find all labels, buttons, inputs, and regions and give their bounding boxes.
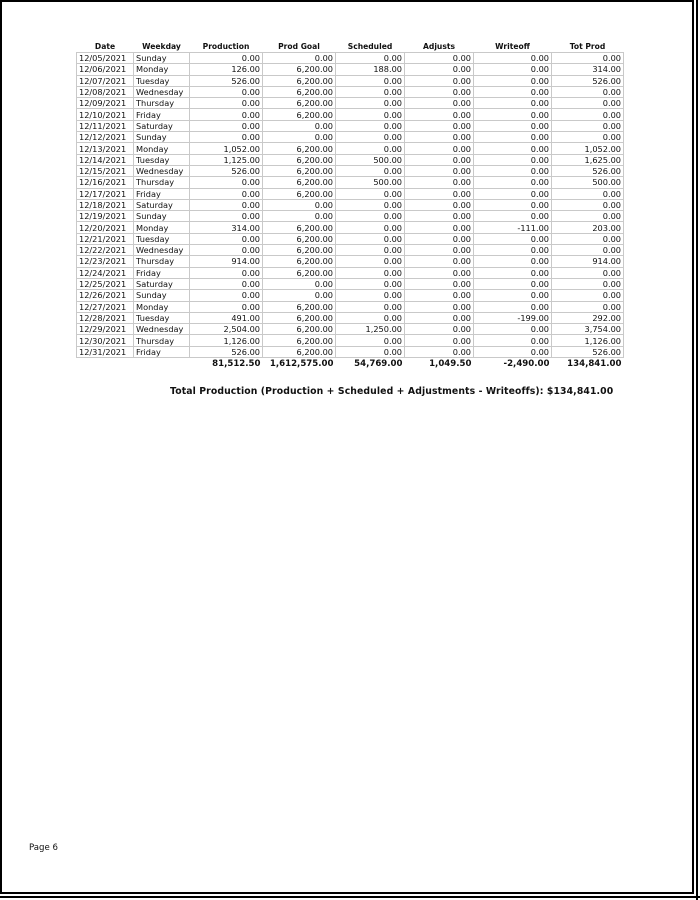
cell-tot-prod: 0.00: [552, 86, 624, 97]
cell-adjusts: 0.00: [405, 64, 474, 75]
table-row: [77, 222, 624, 233]
cell-writeoff: 0.00: [474, 143, 552, 154]
table-row: [77, 64, 624, 75]
table-row: [77, 324, 624, 335]
cell-prod-goal: 0.00: [263, 199, 336, 210]
cell-adjusts: 0.00: [405, 290, 474, 301]
cell-date: 12/27/2021: [77, 301, 134, 312]
table-row: [77, 143, 624, 154]
cell-scheduled: 0.00: [336, 188, 405, 199]
cell-writeoff: 0.00: [474, 165, 552, 176]
cell-production: 0.00: [190, 132, 263, 143]
cell-date: 12/17/2021: [77, 188, 134, 199]
cell-date: 12/12/2021: [77, 132, 134, 143]
cell-prod-goal: 0.00: [263, 211, 336, 222]
cell-date: 12/30/2021: [77, 335, 134, 346]
cell-prod-goal: 6,200.00: [263, 109, 336, 120]
cell-weekday: Sunday: [134, 132, 190, 143]
cell-date: 12/11/2021: [77, 120, 134, 131]
cell-scheduled: 0.00: [336, 222, 405, 233]
cell-adjusts: 0.00: [405, 143, 474, 154]
cell-scheduled: 0.00: [336, 75, 405, 86]
table-row: [77, 267, 624, 278]
cell-date: 12/21/2021: [77, 233, 134, 244]
cell-weekday: Wednesday: [134, 165, 190, 176]
cell-adjusts: 0.00: [405, 154, 474, 165]
table-header-row: [77, 41, 624, 53]
table-row: [77, 53, 624, 64]
cell-writeoff: 0.00: [474, 267, 552, 278]
cell-weekday: Sunday: [134, 211, 190, 222]
cell-scheduled: 188.00: [336, 64, 405, 75]
cell-tot-prod: 3,754.00: [552, 324, 624, 335]
table-row: [77, 109, 624, 120]
cell-prod-goal: 6,200.00: [263, 267, 336, 278]
cell-production: 0.00: [190, 267, 263, 278]
cell-date: 12/14/2021: [77, 154, 134, 165]
cell-date: 12/20/2021: [77, 222, 134, 233]
cell-production: 1,125.00: [190, 154, 263, 165]
cell-scheduled: 0.00: [336, 290, 405, 301]
cell-weekday: Friday: [134, 109, 190, 120]
table-row: [77, 346, 624, 357]
cell-adjusts: 0.00: [405, 199, 474, 210]
cell-production: 2,504.00: [190, 324, 263, 335]
cell-tot-prod: 0.00: [552, 132, 624, 143]
cell-weekday: Wednesday: [134, 86, 190, 97]
cell-adjusts: 0.00: [405, 278, 474, 289]
column-header-adjusts: Adjusts: [423, 42, 455, 51]
total-writeoff: -2,490.00: [503, 359, 550, 370]
cell-scheduled: 0.00: [336, 109, 405, 120]
cell-prod-goal: 6,200.00: [263, 346, 336, 357]
cell-prod-goal: 6,200.00: [263, 64, 336, 75]
cell-adjusts: 0.00: [405, 75, 474, 86]
production-table: [76, 41, 624, 370]
table-row: [77, 154, 624, 165]
cell-scheduled: 0.00: [336, 143, 405, 154]
cell-scheduled: 0.00: [336, 132, 405, 143]
cell-adjusts: 0.00: [405, 132, 474, 143]
cell-production: 0.00: [190, 177, 263, 188]
cell-tot-prod: 314.00: [552, 64, 624, 75]
total-date: [77, 358, 134, 371]
cell-scheduled: 0.00: [336, 199, 405, 210]
cell-scheduled: 0.00: [336, 98, 405, 109]
page-shadow-bottom: [0, 896, 700, 898]
cell-writeoff: 0.00: [474, 120, 552, 131]
cell-date: 12/26/2021: [77, 290, 134, 301]
cell-writeoff: 0.00: [474, 301, 552, 312]
cell-tot-prod: 0.00: [552, 211, 624, 222]
cell-writeoff: 0.00: [474, 245, 552, 256]
cell-weekday: Thursday: [134, 256, 190, 267]
cell-tot-prod: 1,126.00: [552, 335, 624, 346]
cell-tot-prod: 526.00: [552, 165, 624, 176]
cell-tot-prod: 0.00: [552, 120, 624, 131]
cell-writeoff: 0.00: [474, 188, 552, 199]
cell-tot-prod: 0.00: [552, 233, 624, 244]
cell-production: 0.00: [190, 290, 263, 301]
cell-prod-goal: 6,200.00: [263, 86, 336, 97]
cell-production: 526.00: [190, 75, 263, 86]
cell-prod-goal: 6,200.00: [263, 98, 336, 109]
cell-production: 526.00: [190, 346, 263, 357]
cell-date: 12/24/2021: [77, 267, 134, 278]
cell-date: 12/08/2021: [77, 86, 134, 97]
cell-weekday: Thursday: [134, 335, 190, 346]
cell-date: 12/10/2021: [77, 109, 134, 120]
cell-scheduled: 0.00: [336, 335, 405, 346]
cell-production: 0.00: [190, 211, 263, 222]
cell-writeoff: 0.00: [474, 109, 552, 120]
cell-writeoff: 0.00: [474, 278, 552, 289]
cell-adjusts: 0.00: [405, 301, 474, 312]
cell-tot-prod: 0.00: [552, 301, 624, 312]
cell-date: 12/05/2021: [77, 53, 134, 64]
table-row: [77, 290, 624, 301]
cell-writeoff: 0.00: [474, 256, 552, 267]
total-production: 81,512.50: [212, 359, 261, 370]
cell-weekday: Friday: [134, 346, 190, 357]
cell-date: 12/18/2021: [77, 199, 134, 210]
cell-adjusts: 0.00: [405, 312, 474, 323]
cell-tot-prod: 0.00: [552, 278, 624, 289]
table-row: [77, 120, 624, 131]
cell-scheduled: 0.00: [336, 312, 405, 323]
totals-row: [77, 358, 624, 371]
cell-prod-goal: 6,200.00: [263, 177, 336, 188]
table-row: [77, 278, 624, 289]
cell-adjusts: 0.00: [405, 53, 474, 64]
cell-adjusts: 0.00: [405, 109, 474, 120]
table-row: [77, 301, 624, 312]
cell-production: 1,126.00: [190, 335, 263, 346]
column-header-scheduled: Scheduled: [347, 42, 393, 51]
cell-adjusts: 0.00: [405, 177, 474, 188]
total-production-summary: [170, 386, 613, 397]
cell-weekday: Tuesday: [134, 233, 190, 244]
cell-writeoff: 0.00: [474, 154, 552, 165]
cell-tot-prod: 0.00: [552, 267, 624, 278]
cell-scheduled: 0.00: [336, 346, 405, 357]
page-shadow-right: [696, 0, 698, 900]
cell-tot-prod: 0.00: [552, 245, 624, 256]
cell-scheduled: 500.00: [336, 177, 405, 188]
cell-tot-prod: 526.00: [552, 75, 624, 86]
cell-tot-prod: 1,052.00: [552, 143, 624, 154]
cell-production: 314.00: [190, 222, 263, 233]
cell-tot-prod: 0.00: [552, 53, 624, 64]
cell-writeoff: 0.00: [474, 324, 552, 335]
cell-weekday: Monday: [134, 222, 190, 233]
cell-adjusts: 0.00: [405, 222, 474, 233]
cell-date: 12/31/2021: [77, 346, 134, 357]
cell-weekday: Wednesday: [134, 324, 190, 335]
table-row: [77, 188, 624, 199]
cell-production: 0.00: [190, 188, 263, 199]
cell-production: 0.00: [190, 245, 263, 256]
cell-writeoff: 0.00: [474, 98, 552, 109]
cell-scheduled: 0.00: [336, 233, 405, 244]
cell-adjusts: 0.00: [405, 324, 474, 335]
cell-date: 12/28/2021: [77, 312, 134, 323]
cell-prod-goal: 6,200.00: [263, 233, 336, 244]
cell-adjusts: 0.00: [405, 233, 474, 244]
cell-adjusts: 0.00: [405, 165, 474, 176]
cell-writeoff: 0.00: [474, 132, 552, 143]
column-header-tot-prod: Tot Prod: [569, 42, 606, 51]
cell-prod-goal: 6,200.00: [263, 256, 336, 267]
cell-scheduled: 0.00: [336, 211, 405, 222]
cell-prod-goal: 0.00: [263, 120, 336, 131]
cell-tot-prod: 1,625.00: [552, 154, 624, 165]
total-tot-prod: 134,841.00: [567, 359, 622, 370]
cell-prod-goal: 6,200.00: [263, 188, 336, 199]
column-header-weekday: Weekday: [142, 42, 181, 51]
cell-writeoff: -111.00: [474, 222, 552, 233]
cell-writeoff: 0.00: [474, 64, 552, 75]
cell-scheduled: 0.00: [336, 53, 405, 64]
cell-production: 0.00: [190, 98, 263, 109]
table-row: [77, 199, 624, 210]
cell-writeoff: 0.00: [474, 53, 552, 64]
table-row: [77, 335, 624, 346]
cell-adjusts: 0.00: [405, 98, 474, 109]
cell-tot-prod: 914.00: [552, 256, 624, 267]
cell-production: 126.00: [190, 64, 263, 75]
cell-production: 0.00: [190, 86, 263, 97]
cell-weekday: Tuesday: [134, 75, 190, 86]
cell-production: 0.00: [190, 233, 263, 244]
cell-date: 12/16/2021: [77, 177, 134, 188]
cell-writeoff: 0.00: [474, 75, 552, 86]
cell-scheduled: 0.00: [336, 86, 405, 97]
cell-date: 12/09/2021: [77, 98, 134, 109]
cell-prod-goal: 6,200.00: [263, 165, 336, 176]
cell-date: 12/06/2021: [77, 64, 134, 75]
cell-production: 914.00: [190, 256, 263, 267]
cell-tot-prod: 0.00: [552, 188, 624, 199]
cell-scheduled: 500.00: [336, 154, 405, 165]
table-row: [77, 165, 624, 176]
total-weekday: [134, 358, 190, 371]
cell-prod-goal: 6,200.00: [263, 75, 336, 86]
cell-prod-goal: 6,200.00: [263, 143, 336, 154]
cell-tot-prod: 0.00: [552, 109, 624, 120]
cell-date: 12/23/2021: [77, 256, 134, 267]
cell-adjusts: 0.00: [405, 256, 474, 267]
cell-writeoff: 0.00: [474, 233, 552, 244]
cell-date: 12/29/2021: [77, 324, 134, 335]
column-header-writeoff: Writeoff: [495, 42, 530, 51]
cell-tot-prod: 0.00: [552, 290, 624, 301]
table-row: [77, 211, 624, 222]
cell-adjusts: 0.00: [405, 120, 474, 131]
column-header-production: Production: [202, 42, 250, 51]
cell-scheduled: 1,250.00: [336, 324, 405, 335]
table-row: [77, 177, 624, 188]
cell-adjusts: 0.00: [405, 346, 474, 357]
cell-production: 1,052.00: [190, 143, 263, 154]
table-row: [77, 75, 624, 86]
total-prod-goal: 1,612,575.00: [269, 359, 334, 370]
cell-prod-goal: 6,200.00: [263, 301, 336, 312]
cell-adjusts: 0.00: [405, 267, 474, 278]
cell-weekday: Monday: [134, 301, 190, 312]
cell-prod-goal: 6,200.00: [263, 222, 336, 233]
cell-production: 0.00: [190, 120, 263, 131]
cell-writeoff: 0.00: [474, 199, 552, 210]
cell-tot-prod: 500.00: [552, 177, 624, 188]
cell-adjusts: 0.00: [405, 335, 474, 346]
cell-weekday: Wednesday: [134, 245, 190, 256]
cell-weekday: Monday: [134, 143, 190, 154]
cell-prod-goal: 0.00: [263, 278, 336, 289]
cell-scheduled: 0.00: [336, 278, 405, 289]
cell-adjusts: 0.00: [405, 188, 474, 199]
cell-production: 0.00: [190, 301, 263, 312]
cell-writeoff: 0.00: [474, 335, 552, 346]
table-row: [77, 233, 624, 244]
cell-tot-prod: 292.00: [552, 312, 624, 323]
cell-adjusts: 0.00: [405, 86, 474, 97]
cell-weekday: Saturday: [134, 120, 190, 131]
cell-weekday: Tuesday: [134, 154, 190, 165]
cell-prod-goal: 0.00: [263, 132, 336, 143]
table-row: [77, 132, 624, 143]
cell-tot-prod: 203.00: [552, 222, 624, 233]
cell-weekday: Friday: [134, 188, 190, 199]
cell-weekday: Sunday: [134, 53, 190, 64]
cell-production: 0.00: [190, 199, 263, 210]
cell-prod-goal: 0.00: [263, 290, 336, 301]
table-row: [77, 98, 624, 109]
cell-weekday: Thursday: [134, 177, 190, 188]
cell-prod-goal: 6,200.00: [263, 154, 336, 165]
cell-scheduled: 0.00: [336, 120, 405, 131]
total-scheduled: 54,769.00: [354, 359, 403, 370]
cell-adjusts: 0.00: [405, 245, 474, 256]
cell-prod-goal: 6,200.00: [263, 335, 336, 346]
cell-weekday: Saturday: [134, 199, 190, 210]
total-adjusts: 1,049.50: [429, 359, 472, 370]
cell-date: 12/15/2021: [77, 165, 134, 176]
table-row: [77, 256, 624, 267]
cell-production: 0.00: [190, 53, 263, 64]
table-row: [77, 245, 624, 256]
table-row: [77, 86, 624, 97]
page-number: Page 6: [29, 843, 59, 853]
cell-date: 12/19/2021: [77, 211, 134, 222]
cell-prod-goal: 6,200.00: [263, 245, 336, 256]
table-row: [77, 312, 624, 323]
cell-weekday: Friday: [134, 267, 190, 278]
cell-writeoff: 0.00: [474, 86, 552, 97]
cell-writeoff: -199.00: [474, 312, 552, 323]
table-body: [77, 53, 624, 371]
cell-weekday: Saturday: [134, 278, 190, 289]
summary-label: Total Production (Production + Scheduled + Adjustments - Writeoffs):: [170, 386, 544, 397]
column-header-date: Date: [94, 42, 116, 51]
cell-weekday: Monday: [134, 64, 190, 75]
cell-date: 12/22/2021: [77, 245, 134, 256]
cell-tot-prod: 0.00: [552, 98, 624, 109]
cell-production: 491.00: [190, 312, 263, 323]
cell-prod-goal: 6,200.00: [263, 324, 336, 335]
cell-tot-prod: 0.00: [552, 199, 624, 210]
cell-production: 0.00: [190, 278, 263, 289]
cell-weekday: Thursday: [134, 98, 190, 109]
cell-weekday: Tuesday: [134, 312, 190, 323]
cell-writeoff: 0.00: [474, 211, 552, 222]
cell-date: 12/25/2021: [77, 278, 134, 289]
cell-writeoff: 0.00: [474, 346, 552, 357]
cell-production: 526.00: [190, 165, 263, 176]
cell-writeoff: 0.00: [474, 177, 552, 188]
cell-prod-goal: 0.00: [263, 53, 336, 64]
cell-writeoff: 0.00: [474, 290, 552, 301]
cell-production: 0.00: [190, 109, 263, 120]
summary-value: $134,841.00: [546, 386, 614, 397]
cell-scheduled: 0.00: [336, 267, 405, 278]
cell-prod-goal: 6,200.00: [263, 312, 336, 323]
cell-date: 12/07/2021: [77, 75, 134, 86]
cell-scheduled: 0.00: [336, 165, 405, 176]
cell-tot-prod: 526.00: [552, 346, 624, 357]
cell-weekday: Sunday: [134, 290, 190, 301]
cell-adjusts: 0.00: [405, 211, 474, 222]
cell-scheduled: 0.00: [336, 245, 405, 256]
cell-scheduled: 0.00: [336, 256, 405, 267]
cell-date: 12/13/2021: [77, 143, 134, 154]
column-header-prod-goal: Prod Goal: [278, 42, 320, 51]
cell-scheduled: 0.00: [336, 301, 405, 312]
